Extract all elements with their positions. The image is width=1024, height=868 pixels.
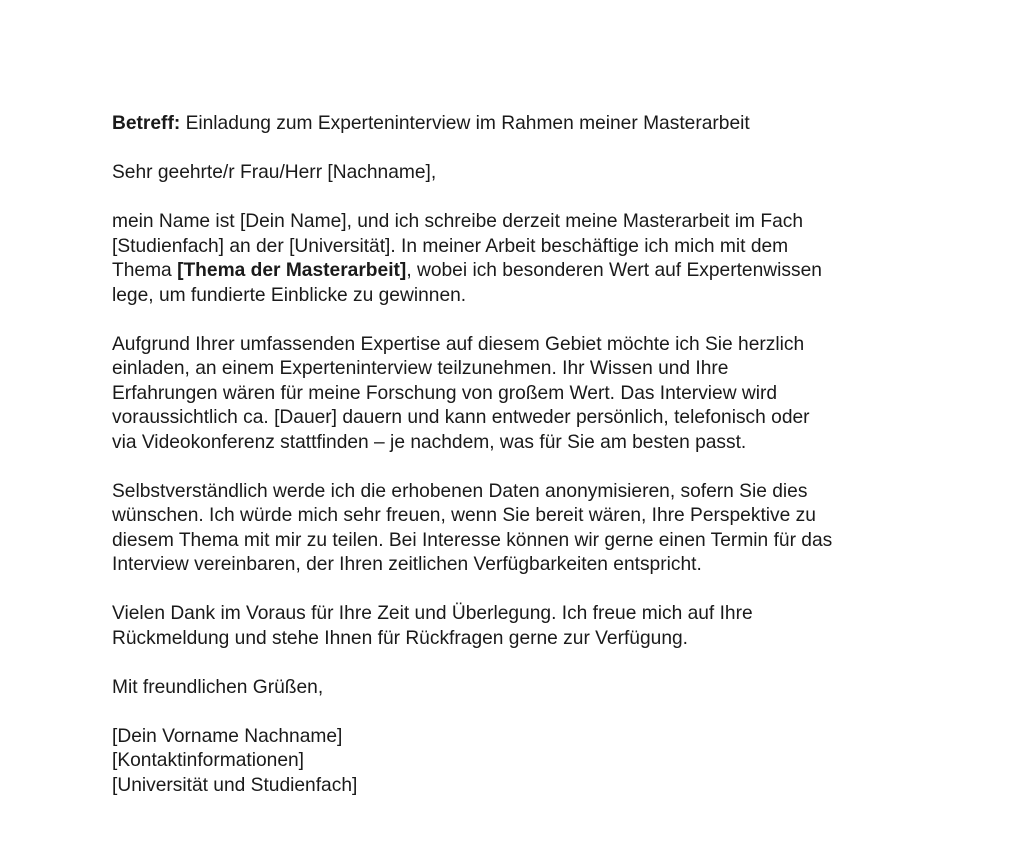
subject-label: Betreff: xyxy=(112,113,181,134)
paragraph-line: [Studienfach] an der [Universität]. In meiner Arbeit beschäftige ich mich mit dem xyxy=(112,235,789,257)
paragraph-line: wünschen. Ich würde mich sehr freuen, wenn Sie bereit wären, Ihre Perspektive zu xyxy=(112,505,816,526)
subject-line xyxy=(112,112,912,137)
paragraph-line: voraussichtlich ca. [Dauer] dauern und kann entweder persönlich, telefonisch oder xyxy=(112,407,810,428)
signature-name: [Dein Vorname Nachname] xyxy=(112,725,343,747)
paragraph-line: Vielen Dank im Voraus für Ihre Zeit und Überlegung. Ich freue mich auf Ihre xyxy=(112,603,753,624)
paragraph-line: Aufgrund Ihrer umfassenden Expertise auf diesem Gebiet möchte ich Sie herzlich xyxy=(112,333,805,355)
paragraph-line: Erfahrungen wären für meine Forschung von großem Wert. Das Interview wird xyxy=(112,382,778,404)
paragraph-line: diesem Thema mit mir zu teilen. Bei Interesse können wir gerne einen Termin für das xyxy=(112,529,833,551)
closing xyxy=(112,676,912,701)
salutation-text: Sehr geehrte/r Frau/Herr [Nachname], xyxy=(112,162,437,183)
signature-university: [Universität und Studienfach] xyxy=(112,774,358,796)
paragraph-line: einladen, an einem Experteninterview teilzunehmen. Ihr Wissen und Ihre xyxy=(112,358,729,379)
paragraph-line: Interview vereinbaren, der Ihren zeitlichen Verfügbarkeiten entspricht. xyxy=(112,554,702,575)
paragraph-line: via Videokonferenz stattfinden – je nachdem, was für Sie am besten passt. xyxy=(112,431,747,453)
paragraph-line: mein Name ist [Dein Name], und ich schreibe derzeit meine Masterarbeit im Fach xyxy=(112,211,804,232)
signature-block xyxy=(112,725,912,799)
paragraph-line: lege, um fundierte Einblicke zu gewinnen. xyxy=(112,284,467,306)
salutation xyxy=(112,161,912,186)
thesis-topic-placeholder: [Thema der Masterarbeit] xyxy=(177,260,407,281)
closing-text: Mit freundlichen Grüßen, xyxy=(112,676,324,698)
paragraph-line xyxy=(112,259,912,284)
paragraph-data-privacy xyxy=(112,480,912,578)
letter-body xyxy=(112,112,912,798)
subject-text: Einladung zum Experteninterview im Rahmen meiner Masterarbeit xyxy=(180,113,750,134)
thesis-topic-prefix: Thema xyxy=(112,260,178,281)
paragraph-invitation xyxy=(112,333,912,456)
paragraph-line: Rückmeldung und stehe Ihnen für Rückfragen gerne zur Verfügung. xyxy=(112,627,688,649)
paragraph-thanks xyxy=(112,602,912,651)
thesis-topic-suffix: , wobei ich besonderen Wert auf Expertenwissen xyxy=(406,260,822,281)
paragraph-introduction xyxy=(112,210,912,308)
paragraph-line: Selbstverständlich werde ich die erhobenen Daten anonymisieren, sofern Sie dies xyxy=(112,480,808,502)
signature-contact: [Kontaktinformationen] xyxy=(112,750,304,771)
